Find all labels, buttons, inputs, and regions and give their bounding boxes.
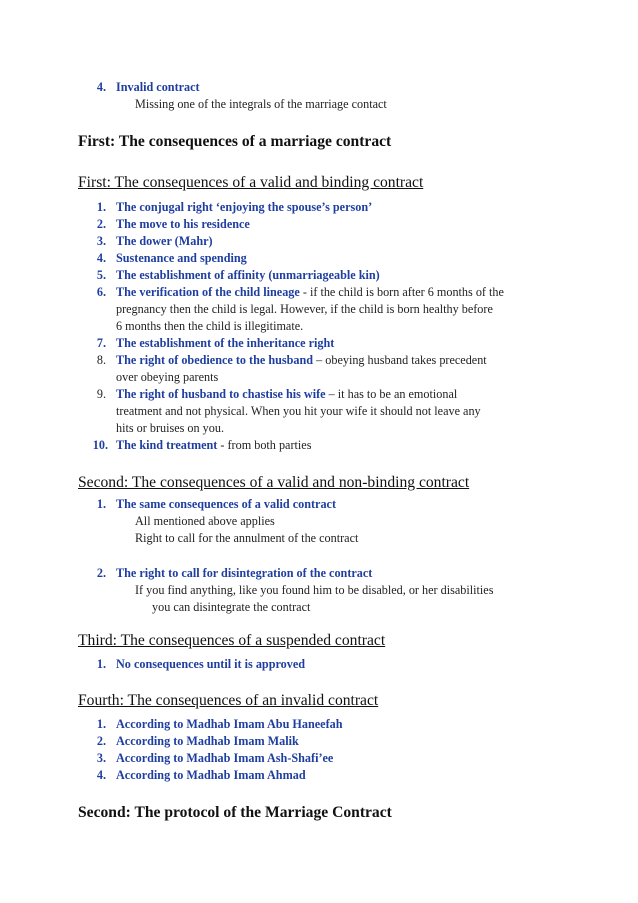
list-item-title: The kind treatment bbox=[116, 438, 218, 452]
list-number: 3. bbox=[96, 234, 106, 248]
list-number: 2. bbox=[96, 734, 106, 748]
list-item-title: The establishment of affinity (unmarriageable kin) bbox=[116, 268, 380, 282]
list-number: 10. bbox=[92, 438, 108, 452]
list-number: 1. bbox=[96, 200, 106, 214]
list-item-text: - from both parties bbox=[217, 438, 312, 452]
section-heading: Second: The protocol of the Marriage Contract bbox=[78, 804, 392, 821]
list-number: 9. bbox=[96, 387, 106, 401]
subsection-title: Third: The consequences of a suspended contract bbox=[78, 632, 386, 649]
list-number: 3. bbox=[96, 751, 106, 765]
list-number: 5. bbox=[96, 268, 106, 282]
list-item-text: over obeying parents bbox=[116, 370, 219, 384]
section-heading: First: The consequences of a marriage contract bbox=[78, 133, 392, 150]
list-number: 4. bbox=[96, 768, 106, 782]
list-item-note: Missing one of the integrals of the marriage contact bbox=[135, 97, 387, 111]
list-item-title: The conjugal right ‘enjoying the spouse’s person’ bbox=[116, 200, 373, 214]
list-item-title: According to Madhab Imam Ahmad bbox=[116, 768, 306, 782]
list-item-title: The right of obedience to the husband bbox=[116, 353, 314, 367]
list-item-text: - if the child is born after 6 months of the bbox=[299, 285, 504, 299]
list-item-text: hits or bruises on you. bbox=[116, 421, 224, 435]
list-item-title: According to Madhab Imam Malik bbox=[116, 734, 299, 748]
list-item-title: The move to his residence bbox=[116, 217, 250, 231]
list-item-line bbox=[116, 386, 560, 402]
list-number: 4. bbox=[96, 80, 106, 94]
list-number: 8. bbox=[96, 353, 106, 367]
list-number: 1. bbox=[96, 497, 106, 511]
list-item-note: All mentioned above applies bbox=[135, 514, 275, 528]
list-item-note: If you find anything, like you found him to be disabled, or her disabilities bbox=[135, 583, 494, 597]
subsection-title: First: The consequences of a valid and binding contract bbox=[78, 174, 424, 191]
list-number: 2. bbox=[96, 566, 106, 580]
list-item-text: – it has to be an emotional bbox=[325, 387, 458, 401]
list-item-title: Invalid contract bbox=[116, 80, 200, 94]
list-item-text: 6 months then the child is illegitimate. bbox=[116, 319, 304, 333]
list-item-title: According to Madhab Imam Abu Haneefah bbox=[116, 717, 343, 731]
subsection-title: Fourth: The consequences of an invalid contract bbox=[78, 692, 379, 709]
list-item-title: The establishment of the inheritance right bbox=[116, 336, 335, 350]
list-item-title: The verification of the child lineage bbox=[116, 285, 300, 299]
list-item-title: The dower (Mahr) bbox=[116, 234, 213, 248]
list-item-text: – obeying husband takes precedent bbox=[313, 353, 487, 367]
list-item-text: pregnancy then the child is legal. However, if the child is born healthy before bbox=[116, 302, 493, 316]
subsection-title: Second: The consequences of a valid and non-binding contract bbox=[78, 474, 470, 491]
list-number: 2. bbox=[96, 217, 106, 231]
list-item-title: The right to call for disintegration of the contract bbox=[116, 566, 373, 580]
list-number: 7. bbox=[96, 336, 106, 350]
list-item-title: The right of husband to chastise his wife bbox=[116, 387, 326, 401]
list-item-note: Right to call for the annulment of the contract bbox=[135, 531, 359, 545]
list-number: 4. bbox=[96, 251, 106, 265]
list-item-title: The same consequences of a valid contract bbox=[116, 497, 337, 511]
list-item-text: treatment and not physical. When you hit your wife it should not leave any bbox=[116, 404, 481, 418]
list-item-line bbox=[116, 437, 311, 453]
list-number: 1. bbox=[96, 657, 106, 671]
list-item-line bbox=[116, 284, 560, 300]
list-number: 6. bbox=[96, 285, 106, 299]
list-number: 1. bbox=[96, 717, 106, 731]
list-item-title: No consequences until it is approved bbox=[116, 657, 306, 671]
list-item-note: you can disintegrate the contract bbox=[152, 600, 311, 614]
list-item-title: Sustenance and spending bbox=[116, 251, 247, 265]
list-item-title: According to Madhab Imam Ash-Shafi’ee bbox=[116, 751, 334, 765]
list-item-line bbox=[116, 352, 560, 368]
